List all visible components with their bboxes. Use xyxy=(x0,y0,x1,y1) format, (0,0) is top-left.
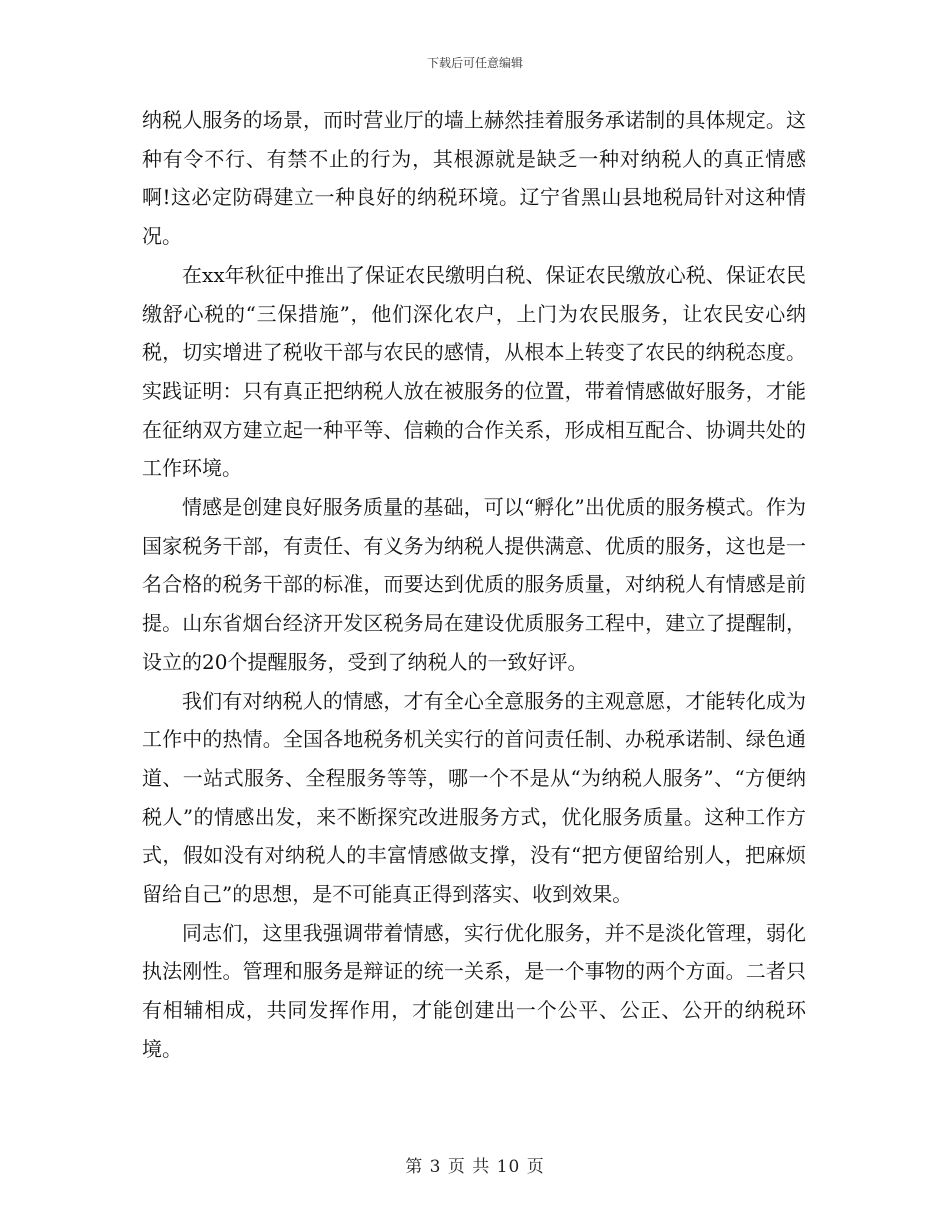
paragraph-2: 在xx年秋征中推出了保证农民缴明白税、保证农民缴放心税、保证农民缴舒心税的“三保措施”，他们深化农户，上门为农民服务，让农民安心纳税，切实增进了税收干部与农民的感情，从根本上转变了农民的纳税态度。实践证明：只有真正把纳税人放在被服务的位置，带着情感做好服务，才能在征纳双方建立起一种平等、信赖的合作关系，形成相互配合、协调共处的工作环境。 xyxy=(142,262,806,481)
page-footer: 第 3 页 共 10 页 xyxy=(405,1157,545,1177)
page-header: 下载后可任意编辑 xyxy=(426,56,523,70)
paragraph-4: 我们有对纳税人的情感，才有全心全意服务的主观意愿，才能转化成为工作中的热情。全国各地税务机关实行的首问责任制、办税承诺制、绿色通道、一站式服务、全程服务等等，哪一个不是从“为纳税人服务”、“方便纳税人”的情感出发，来不断探究改进服务方式，优化服务质量。这种工作方式，假如没有对纳税人的丰富情感做支撑，没有“把方便留给别人，把麻烦留给自己”的思想，是不可能真正得到落实、收到效果。 xyxy=(142,688,806,907)
document-body xyxy=(142,101,806,1069)
paragraph-5: 同志们，这里我强调带着情感，实行优化服务，并不是淡化管理，弱化执法刚性。管理和服务是辩证的统一关系，是一个事物的两个方面。二者只有相辅相成，共同发挥作用，才能创建出一个公平、公正、公开的纳税环境。 xyxy=(142,920,806,1061)
paragraph-1: 纳税人服务的场景，而时营业厅的墙上赫然挂着服务承诺制的具体规定。这种有令不行、有禁不止的行为，其根源就是缺乏一种对纳税人的真正情感啊!这必定防碍建立一种良好的纳税环境。辽宁省黑山县地税局针对这种情况。 xyxy=(142,108,806,249)
paragraph-3: 情感是创建良好服务质量的基础，可以“孵化”出优质的服务模式。作为国家税务干部，有责任、有义务为纳税人提供满意、优质的服务，这也是一名合格的税务干部的标准，而要达到优质的服务质量，对纳税人有情感是前提。山东省烟台经济开发区税务局在建设优质服务工程中，建立了提醒制，设立的20个提醒服务，受到了纳税人的一致好评。 xyxy=(142,495,806,674)
